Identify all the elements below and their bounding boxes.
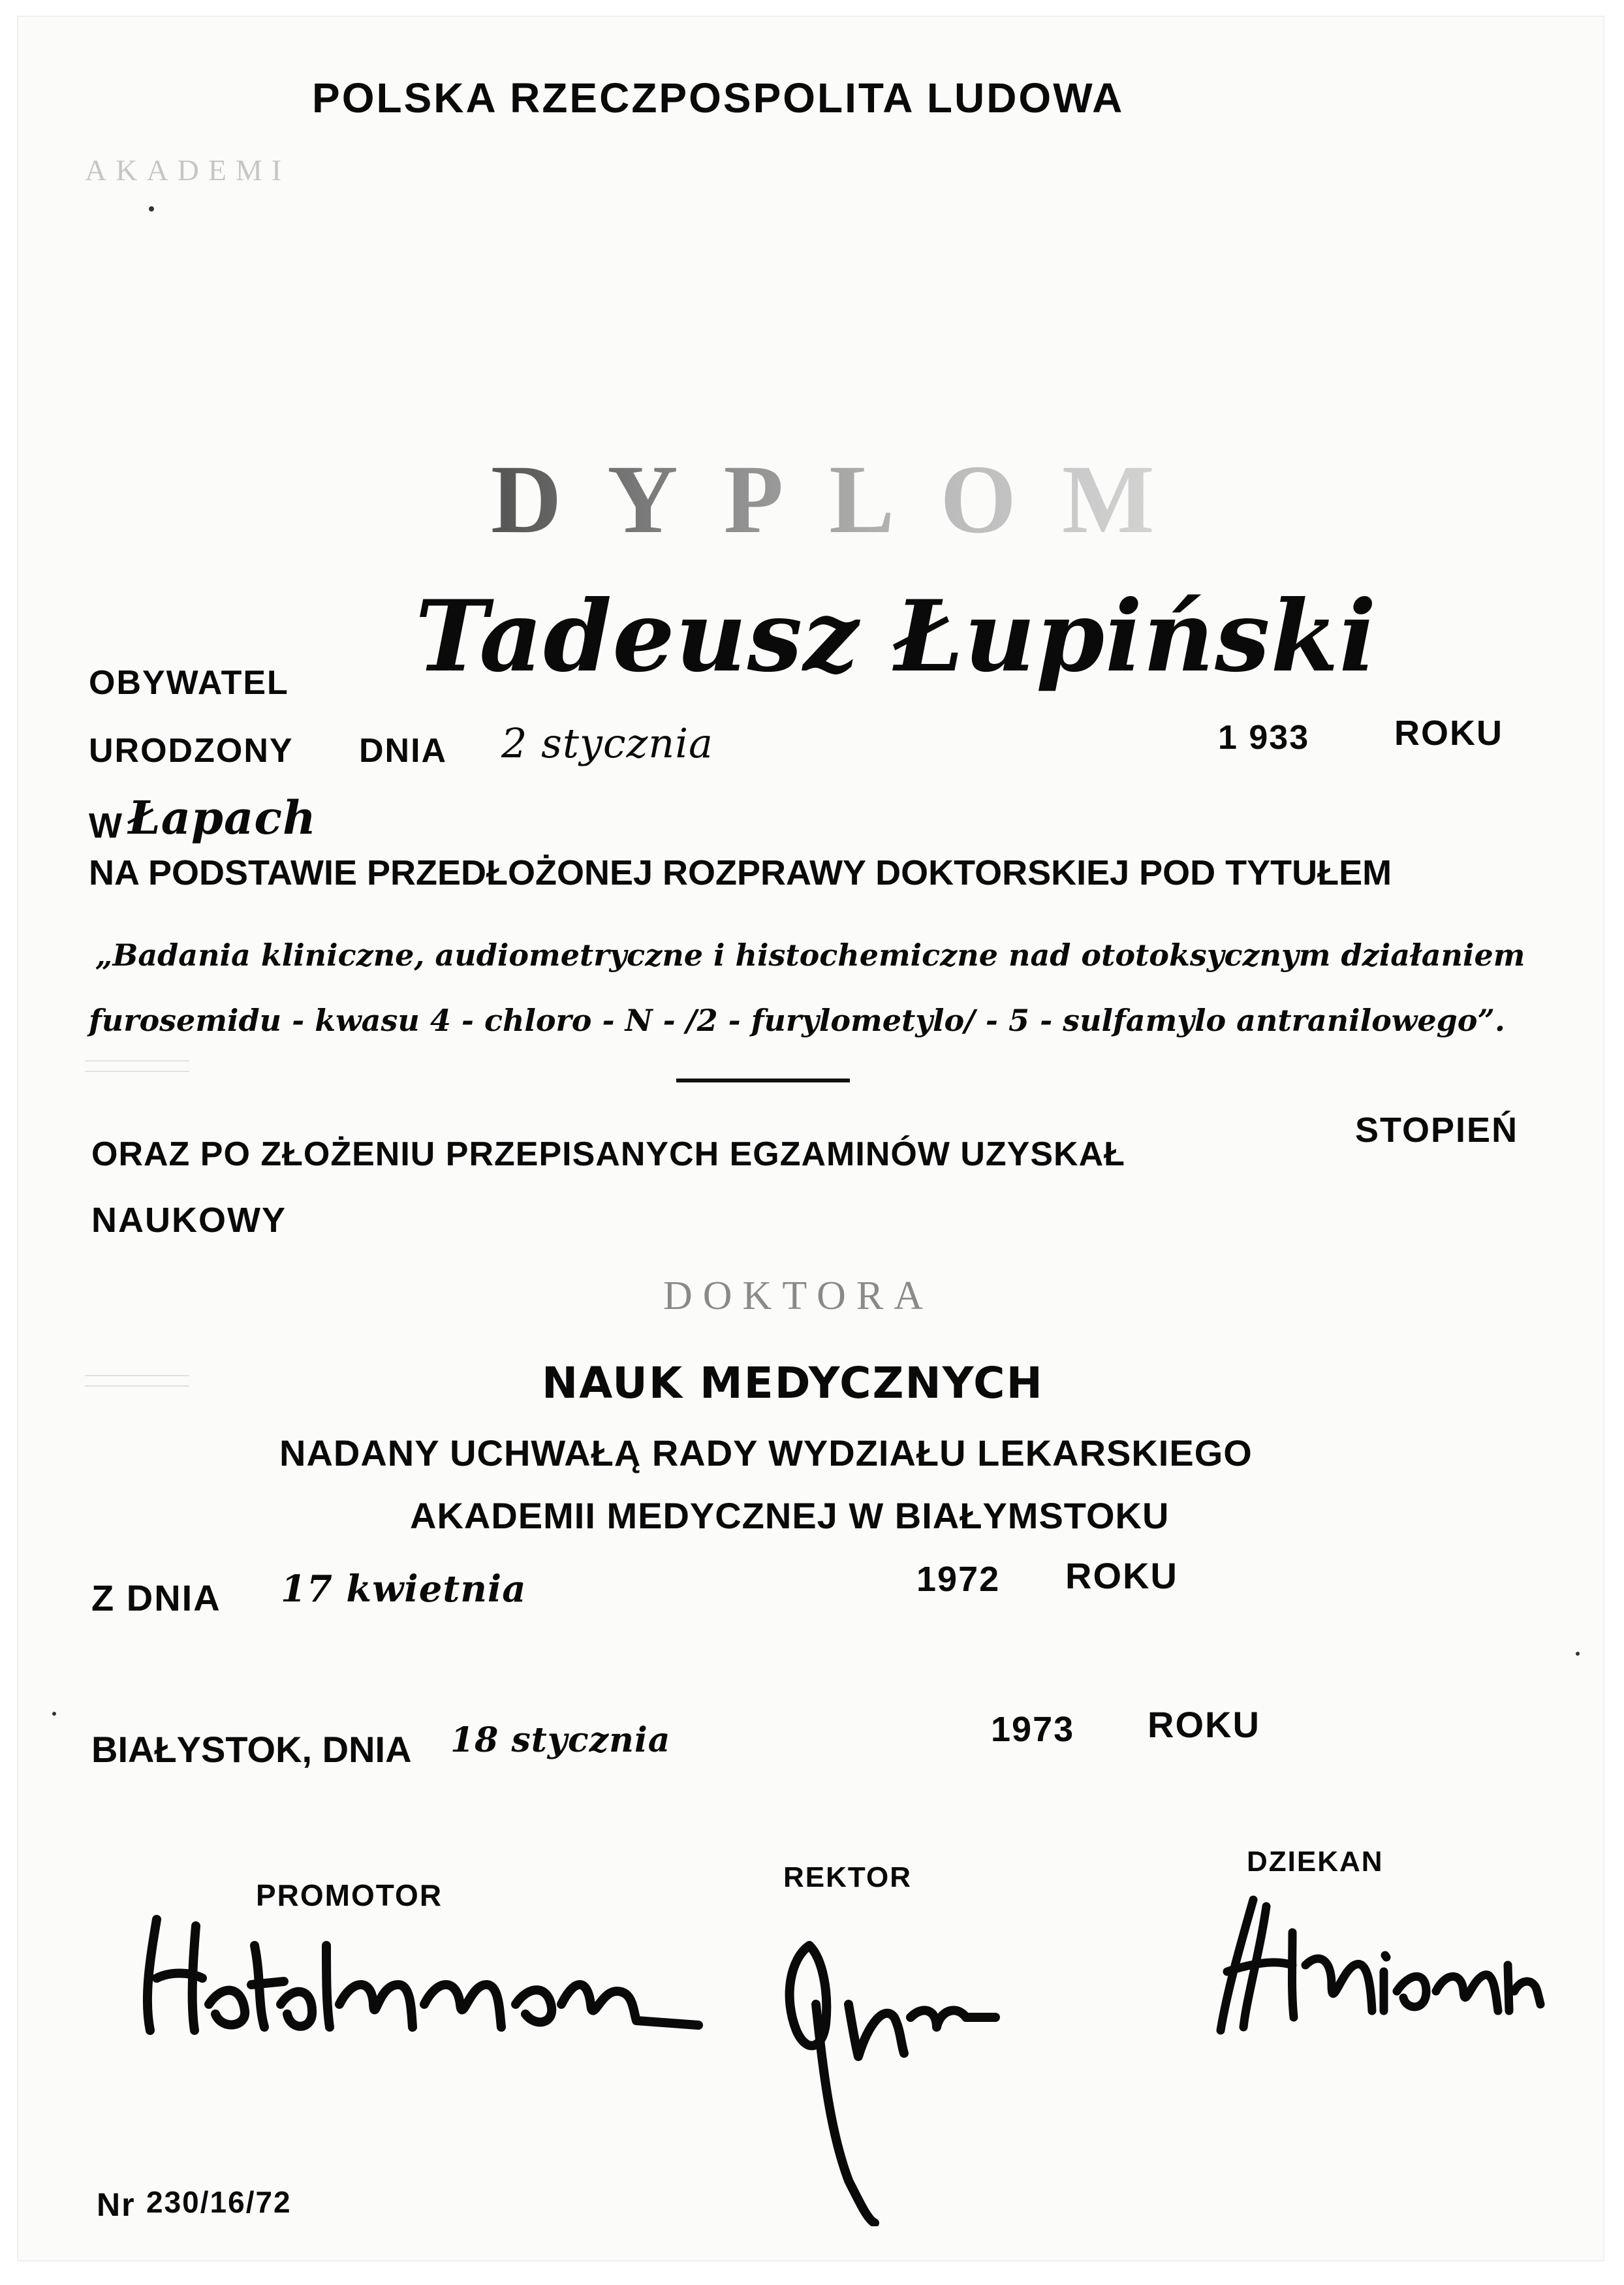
issued-place-label: BIAŁYSTOK, DNIA — [91, 1729, 412, 1770]
resolution-label: Z DNIA — [91, 1577, 221, 1618]
ink-speck-2 — [1576, 1652, 1580, 1656]
granted-by-line-2: AKADEMII MEDYCZNEJ W BIAŁYMSTOKU — [410, 1495, 1170, 1536]
faint-ruled-lines — [85, 1060, 189, 1072]
birth-date: 2 stycznia — [501, 719, 714, 767]
dziekan-signature — [1208, 1893, 1547, 2037]
citizen-label: OBYWATEL — [89, 664, 289, 702]
degree-line-2: NAUKOWY — [91, 1201, 287, 1240]
diploma-title: DYPLOM — [491, 445, 1200, 554]
dissertation-title-line-1: „Badania kliniczne, audiometryczne i histochemiczne nad ototoksycznym działaniem — [95, 938, 1525, 973]
ink-speck — [149, 206, 154, 212]
dissertation-title-line-2: furosemidu - kwasu 4 - chloro - N - /2 - furylometylo/ - 5 - sulfamylo antranilowego”. — [89, 1003, 1505, 1038]
resolution-year-label: ROKU — [1065, 1555, 1178, 1596]
resolution-date: 17 kwietnia — [281, 1568, 527, 1611]
issued-date: 18 stycznia — [450, 1720, 671, 1760]
birth-year-label: ROKU — [1394, 714, 1503, 753]
recipient-name: Tadeusz Łupiński — [415, 579, 1377, 694]
dissertation-intro: NA PODSTAWIE PRZEDŁOŻONEJ ROZPRAWY DOKTORSKIEJ POD TYTUŁEM — [89, 853, 1392, 892]
degree-level: DOKTORA — [663, 1274, 933, 1318]
degree-field: NAUK MEDYCZNYCH — [542, 1358, 1044, 1408]
promotor-label: PROMOTOR — [256, 1878, 443, 1912]
separator-line — [676, 1079, 850, 1082]
number-label: Nr — [97, 2186, 136, 2223]
granted-by-line-1: NADANY UCHWAŁĄ RADY WYDZIAŁU LEKARSKIEGO — [279, 1432, 1253, 1473]
dziekan-label: DZIEKAN — [1247, 1846, 1384, 1878]
degree-line-1-right: STOPIEŃ — [1355, 1111, 1519, 1150]
issued-year: 1973 — [991, 1710, 1075, 1749]
number-value: 230/16/72 — [146, 2185, 292, 2219]
issued-year-label: ROKU — [1148, 1704, 1260, 1745]
promotor-signature — [131, 1906, 705, 2043]
rektor-label: REKTOR — [783, 1861, 912, 1893]
birth-place-label: W — [89, 806, 123, 845]
born-label: URODZONY — [89, 732, 294, 770]
degree-line-1: ORAZ PO ZŁOŻENIU PRZEPISANYCH EGZAMINÓW UZYSKAŁ — [91, 1135, 1125, 1173]
faded-watermark-text: AKADEMI — [85, 153, 291, 187]
country-heading: POLSKA RZECZPOSPOLITA LUDOWA — [312, 74, 1125, 121]
resolution-year: 1972 — [916, 1560, 1001, 1599]
birth-year: 1 933 — [1218, 719, 1310, 757]
rektor-signature — [770, 1919, 1018, 2226]
birth-place: Łapach — [128, 791, 317, 845]
faint-ruled-lines-2 — [85, 1375, 189, 1387]
ink-speck-3 — [52, 1712, 56, 1716]
born-day-label: DNIA — [359, 732, 448, 770]
